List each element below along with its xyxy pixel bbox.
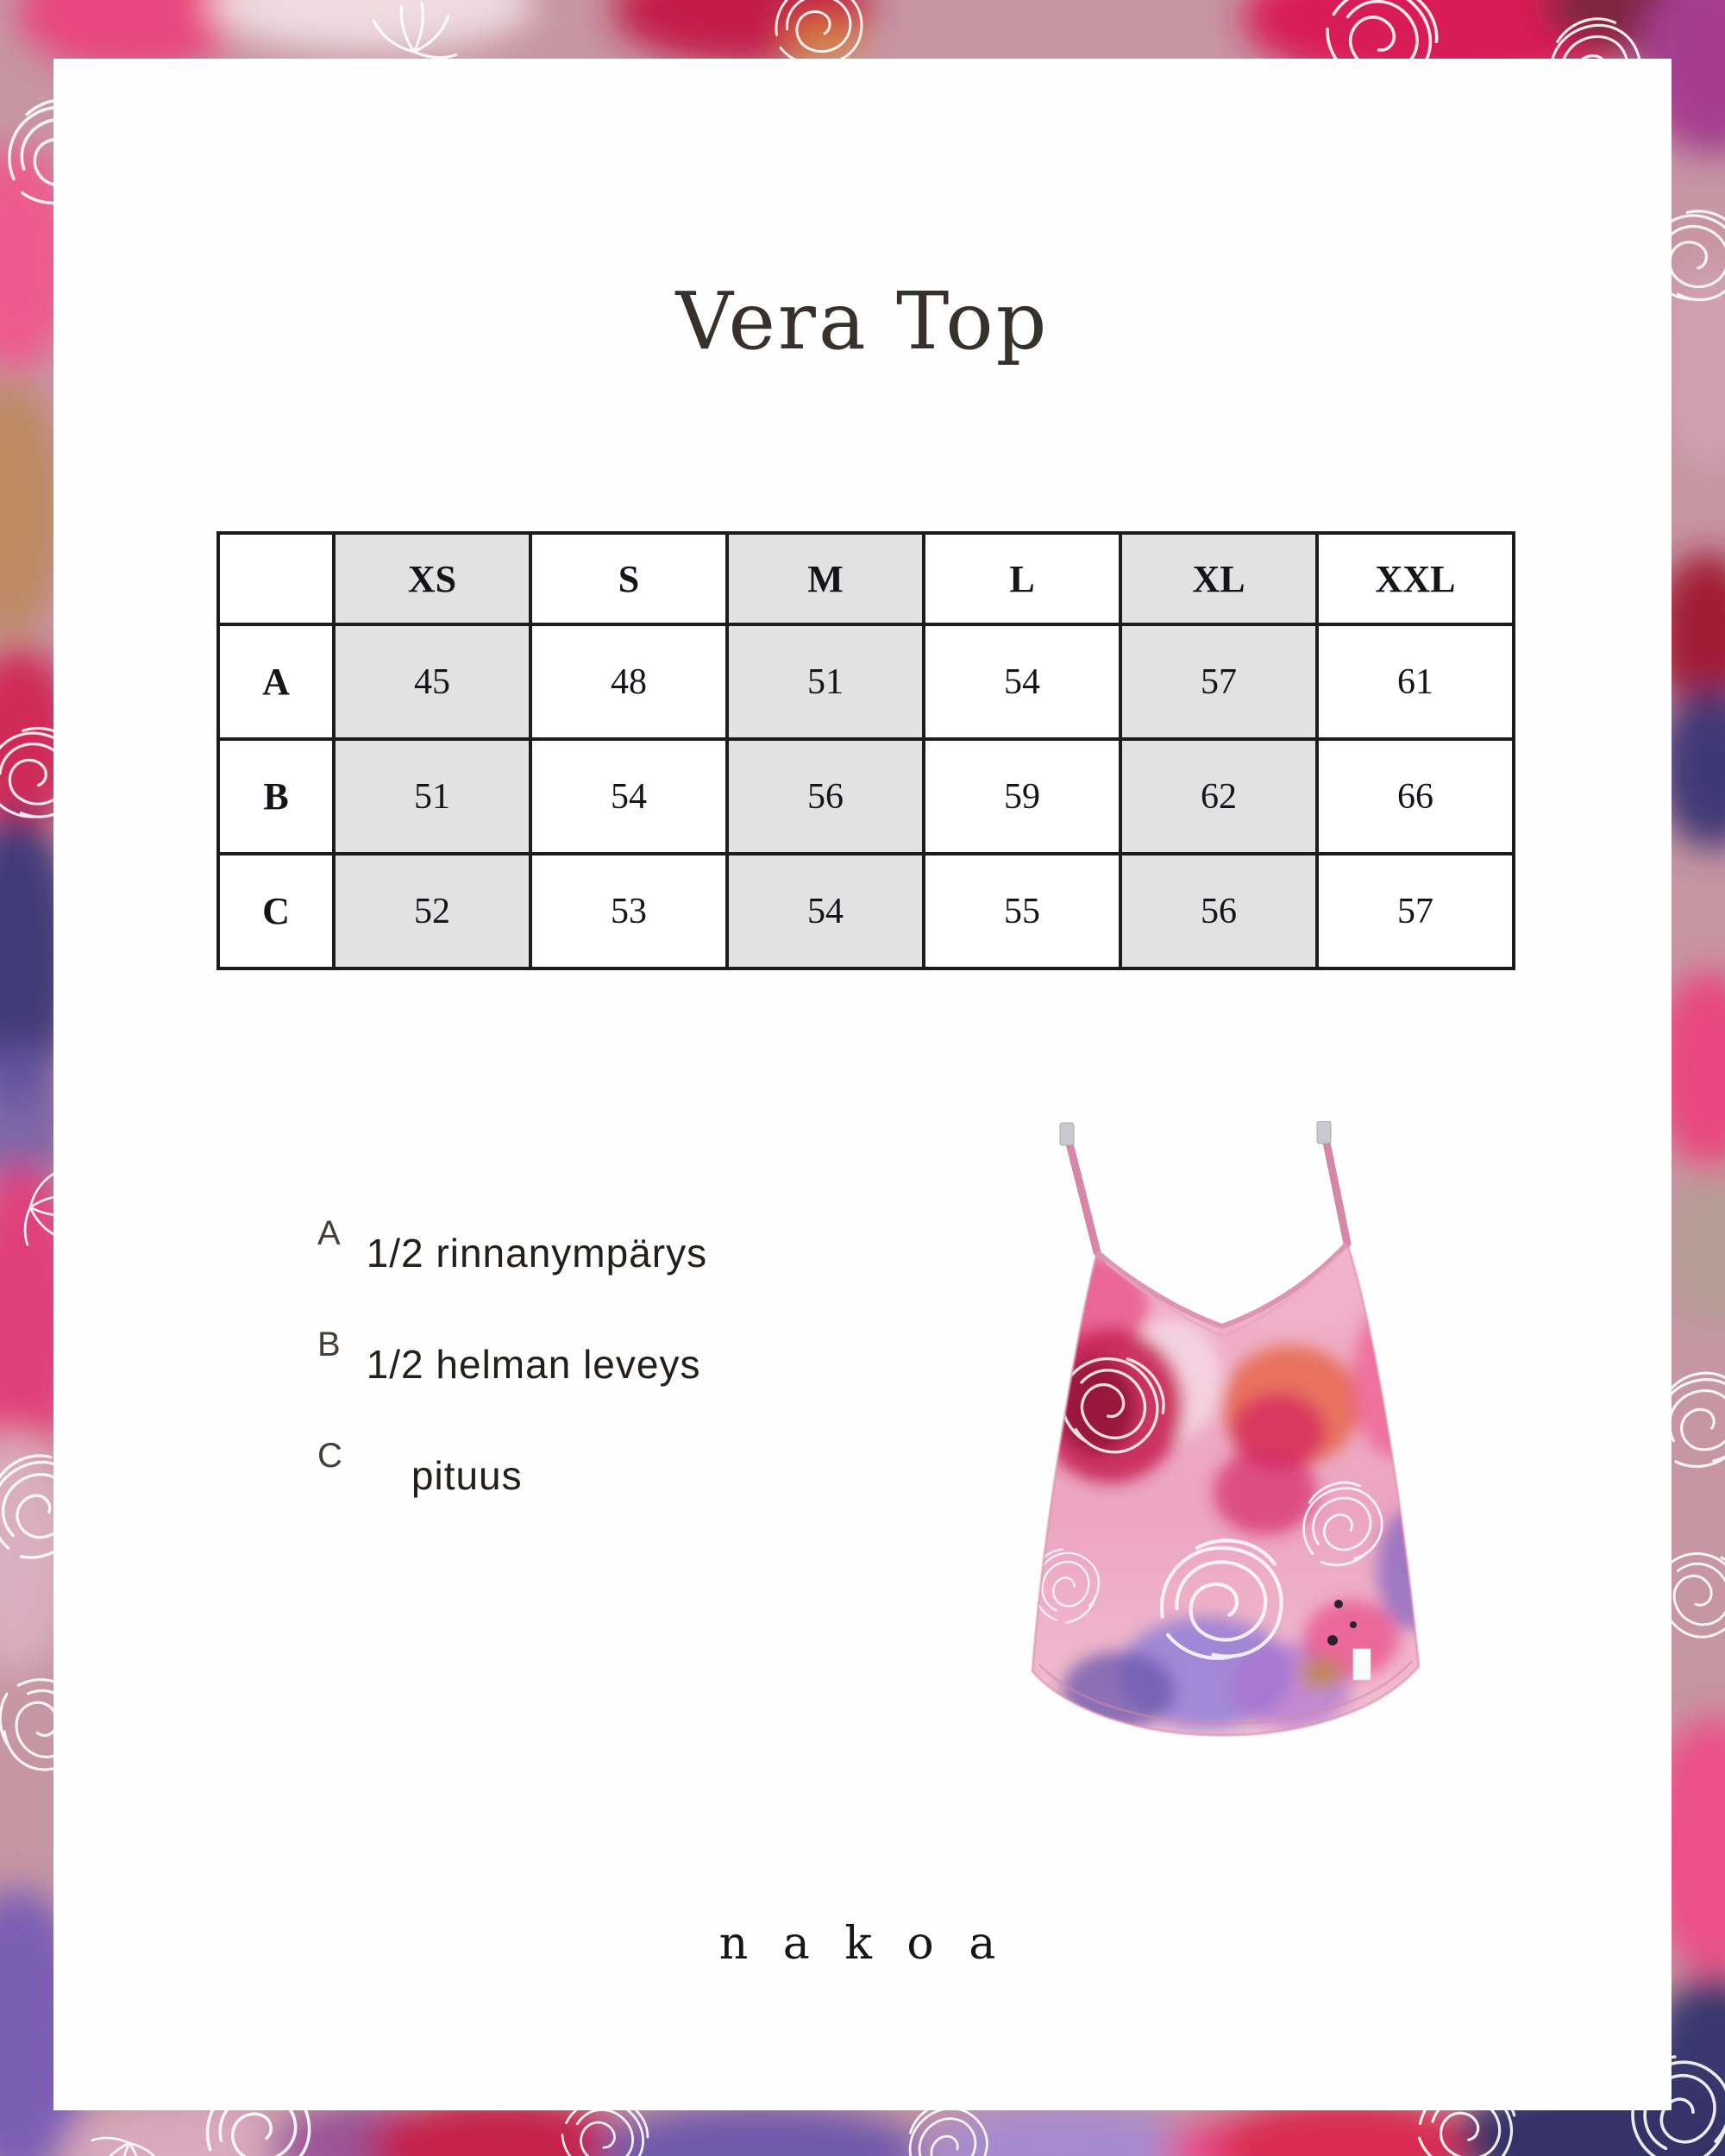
page-title: Vera Top [675, 275, 1050, 367]
legend-item-b [317, 1326, 707, 1388]
legend-key: C [317, 1437, 342, 1476]
table-header-cell: S [530, 533, 727, 624]
table-cell: 62 [1120, 739, 1317, 854]
strap-right [1324, 1130, 1347, 1244]
table-header-cell: XXL [1317, 533, 1514, 624]
strap-adjuster-right [1317, 1121, 1331, 1144]
table-row [218, 739, 1514, 854]
legend-label: 1/2 rinnanympärys [366, 1231, 708, 1275]
table-cell: 57 [1120, 624, 1317, 739]
table-cell: 61 [1317, 624, 1514, 739]
legend-item-a [317, 1214, 707, 1277]
table-cell: 57 [1317, 854, 1514, 968]
table-header-cell: XL [1120, 533, 1317, 624]
row-label: A [218, 624, 334, 739]
table-header-cell: XS [334, 533, 530, 624]
table-cell: 66 [1317, 739, 1514, 854]
strap-left [1067, 1133, 1097, 1252]
table-cell: 56 [727, 739, 924, 854]
table-row [218, 624, 1514, 739]
content-card [53, 59, 1672, 2110]
legend-label: pituus [411, 1453, 523, 1499]
table-cell: 53 [530, 854, 727, 968]
table-header-cell [218, 533, 334, 624]
legend-label: 1/2 helman leveys [366, 1342, 701, 1388]
care-label-tag [1353, 1649, 1371, 1680]
table-cell: 54 [727, 854, 924, 968]
table-header-row [218, 533, 1514, 624]
table-cell: 48 [530, 624, 727, 739]
table-cell: 51 [727, 624, 924, 739]
table-header-cell: M [727, 533, 924, 624]
table-cell: 51 [334, 739, 530, 854]
product-photo-camisole [1007, 1121, 1442, 1764]
size-table [216, 531, 1515, 970]
table-cell: 56 [1120, 854, 1317, 968]
legend-key: B [317, 1326, 341, 1364]
table-cell: 45 [334, 624, 530, 739]
strap-adjuster-left [1060, 1123, 1074, 1145]
table-row [218, 854, 1514, 968]
row-label: B [218, 739, 334, 854]
table-cell: 59 [924, 739, 1120, 854]
table-header-cell: L [924, 533, 1120, 624]
table-cell: 54 [530, 739, 727, 854]
table-cell: 52 [334, 854, 530, 968]
table-cell: 54 [924, 624, 1120, 739]
measurement-legend [317, 1214, 707, 1549]
legend-item-c [317, 1437, 707, 1500]
brand-wordmark: n a k o a [718, 1918, 1007, 1970]
legend-key: A [317, 1214, 341, 1252]
row-label: C [218, 854, 334, 968]
table-cell: 55 [924, 854, 1120, 968]
